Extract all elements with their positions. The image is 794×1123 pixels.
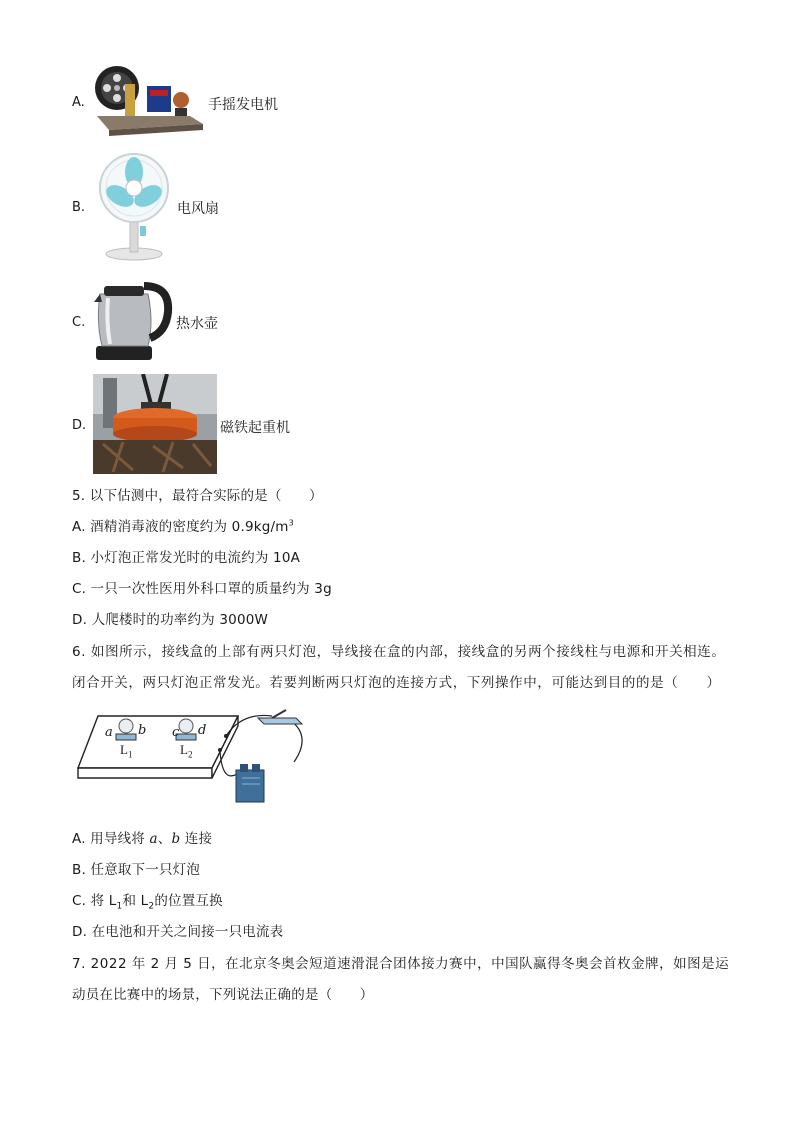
terminal-d-label: d [198,723,207,738]
q6-option-c-post: 的位置互换 [154,893,223,909]
option-c-label: 热水壶 [176,316,218,332]
q5-option-c: C. 一只一次性医用外科口罩的质量约为 3g [72,581,332,597]
option-d-label: 磁铁起重机 [220,420,290,436]
q5-option-a [72,515,294,535]
electric-fan-icon [96,150,172,262]
q6-stem-line1: 6. 如图所示，接线盒的上部有两只灯泡，导线接在盒的内部，接线盒的另两个接线柱与电源和开关相连。 [72,644,726,660]
lamp-l2-letter: L [180,742,188,757]
option-a-letter: A. [72,95,85,110]
option-b-label: 电风扇 [177,201,219,217]
q6-option-a-pre: A. 用导线将 [72,831,150,847]
electromagnet-crane-icon [93,374,217,474]
q7-stem-line1: 7. 2022 年 2 月 5 日，在北京冬奥会短道速滑混合团体接力赛中，中国队赢得冬奥会首枚金牌，如图是运 [72,956,730,972]
q5-option-d: D. 人爬楼时的功率约为 3000W [72,612,269,628]
q5-option-a-sup: 3 [288,518,294,528]
option-b-letter: B. [72,200,86,215]
q6-option-d: D. 在电池和开关之间接一只电流表 [72,924,284,940]
lamp-l2-label [180,742,192,760]
q5-option-b: B. 小灯泡正常发光时的电流约为 10A [72,550,301,566]
q6-stem-line2: 闭合开关，两只灯泡正常发光。若要判断两只灯泡的连接方式，下列操作中，可能达到目的的是（ ） [72,675,721,691]
option-c-letter: C. [72,315,86,330]
terminal-b-label: b [138,723,147,738]
lamp-l1-label [120,742,132,760]
q5-option-a-text: A. 酒精消毒液的密度约为 0.9kg/m [72,519,289,535]
q6-option-c-mid: 和 L [122,893,149,909]
q5-stem: 5. 以下估测中，最符合实际的是（ ） [72,488,323,504]
q6-option-c-sub1: 1 [116,901,123,912]
lamp-l1-sub: 1 [127,749,133,760]
q7-stem-line2: 动员在比赛中的场景，下列说法正确的是（ ） [72,987,374,1003]
lamp-l2-sub: 2 [187,749,193,760]
q6-option-c-pre: C. 将 L [72,893,117,909]
q6-option-c [72,889,223,912]
q6-option-a-post: 连接 [180,831,213,847]
terminal-a-label: a [105,725,113,740]
electric-kettle-icon [94,272,174,364]
q6-option-a-var2: b [171,831,181,847]
q6-option-a-mid: 、 [157,831,172,847]
lamp-l1-letter: L [120,742,128,757]
option-a-label: 手摇发电机 [208,97,278,113]
hand-crank-generator-icon [95,60,205,140]
q6-option-a-var1: a [149,831,158,847]
q6-option-c-sub2: 2 [148,901,155,912]
q6-option-a [72,827,212,847]
q6-option-b: B. 任意取下一只灯泡 [72,862,201,878]
terminal-c-label: c [172,725,180,740]
q6-circuit-figure [72,706,312,812]
option-d-letter: D. [72,418,87,433]
